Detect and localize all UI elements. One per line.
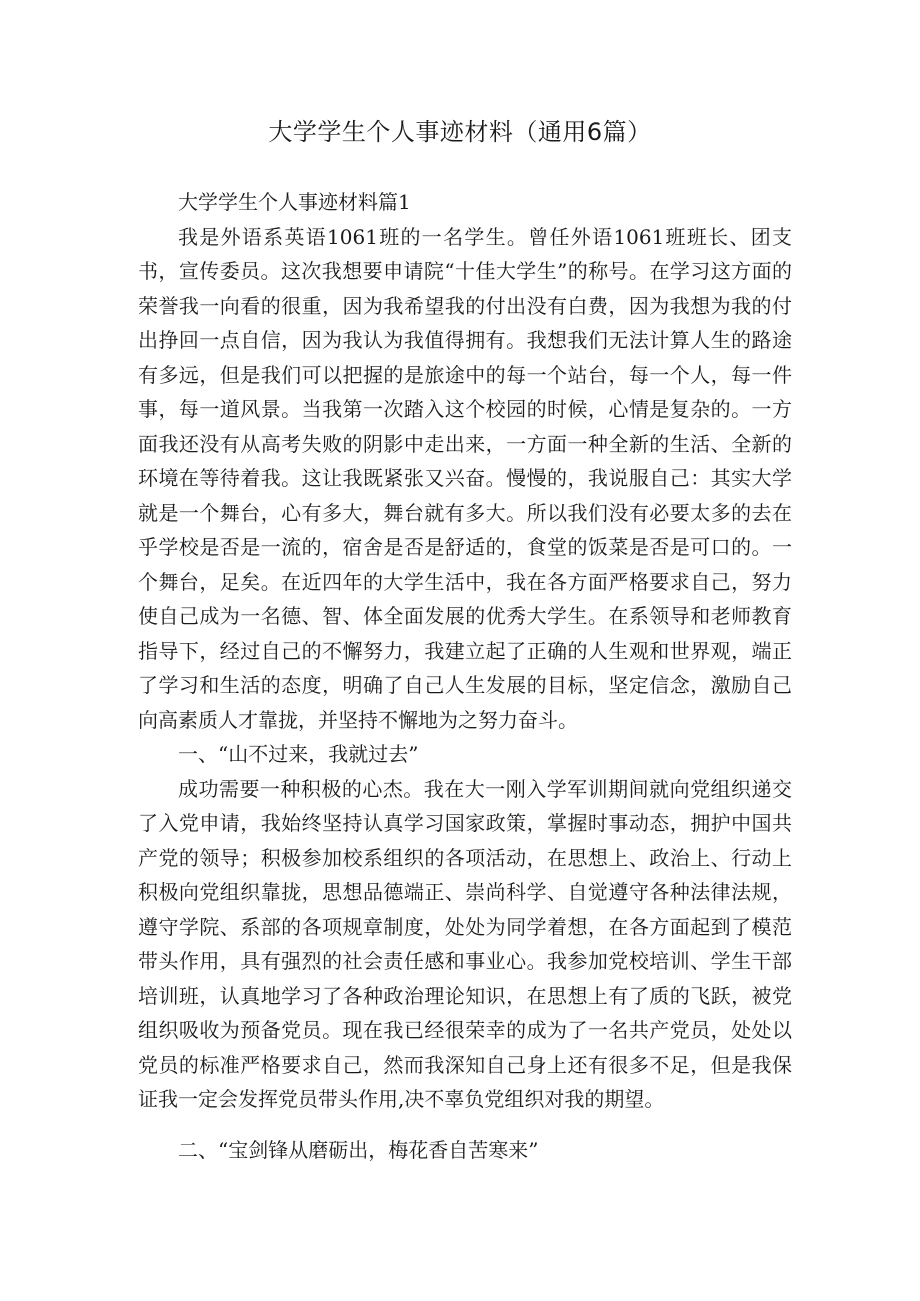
document-title: 大学学生个人事迹材料（通用6篇） [268, 118, 652, 146]
heading-2: 二、“宝剑锋从磨砺出，梅花香自苦寒来” [178, 1137, 539, 1162]
section-title: 大学学生个人事迹材料篇1 [178, 190, 411, 214]
paragraph-2: 成功需要一种积极的心杰。我在大一刚入学军训期间就向党组织递交了入党申请，我始终坚持认真学习国家政策，掌握时事动态，拥护中国共产党的领导；积极参加校系组织的各项活动，在思想上、政治上、行动上积极向党组织靠拢，思想品德端正、崇尚科学、自觉遵守各种法律法规，遵守学院、系部的各项规章制度，处处为同学着想，在各方面起到了模范带头作用，具有强烈的社会责任感和事业心。我参加党校培训、学生干部培训班，认真地学习了各种政治理论知识，在思想上有了质的飞跃，被党组织吸收为预备党员。现在我已经很荣幸的成为了一名共产党员，处处以党员的标准严格要求自己，然而我深知自己身上还有很多不足，但是我保证我一定会发挥党员带头作用,决不辜负党组织对我的期望。 [138, 776, 792, 1111]
paragraph-1: 我是外语系英语1061班的一名学生。曾任外语1061班班长、团支书，宣传委员。这次我想要申请院“十佳大学生”的称号。在学习这方面的荣誉我一向看的很重，因为我希望我的付出没有白费，因为我想为我的付出挣回一点自信，因为我认为我值得拥有。我想我们无法计算人生的路途有多远，但是我们可以把握的是旅途中的每一个站台，每一个人，每一件事，每一道风景。当我第一次踏入这个校园的时候，心情是复杂的。一方面我还没有从高考失败的阴影中走出来，一方面一种全新的生活、全新的环境在等待着我。这让我既紧张又兴奋。慢慢的，我说服自己：其实大学就是一个舞台，心有多大，舞台就有多大。所以我们没有必要太多的去在乎学校是否是一流的，宿舍是否是舒适的，食堂的饭菜是否是可口的。一个舞台，足矣。在近四年的大学生活中，我在各方面严格要求自己，努力使自己成为一名德、智、体全面发展的优秀大学生。在系领导和老师教育指导下，经过自己的不懈努力，我建立起了正确的人生观和世界观，端正了学习和生活的态度，明确了自己人生发展的目标，坚定信念，激励自己向高素质人才靠拢，并坚持不懈地为之努力奋斗。 [138, 224, 792, 732]
heading-1: 一、“山不过来，我就过去” [178, 742, 419, 766]
document-body [138, 185, 792, 1167]
